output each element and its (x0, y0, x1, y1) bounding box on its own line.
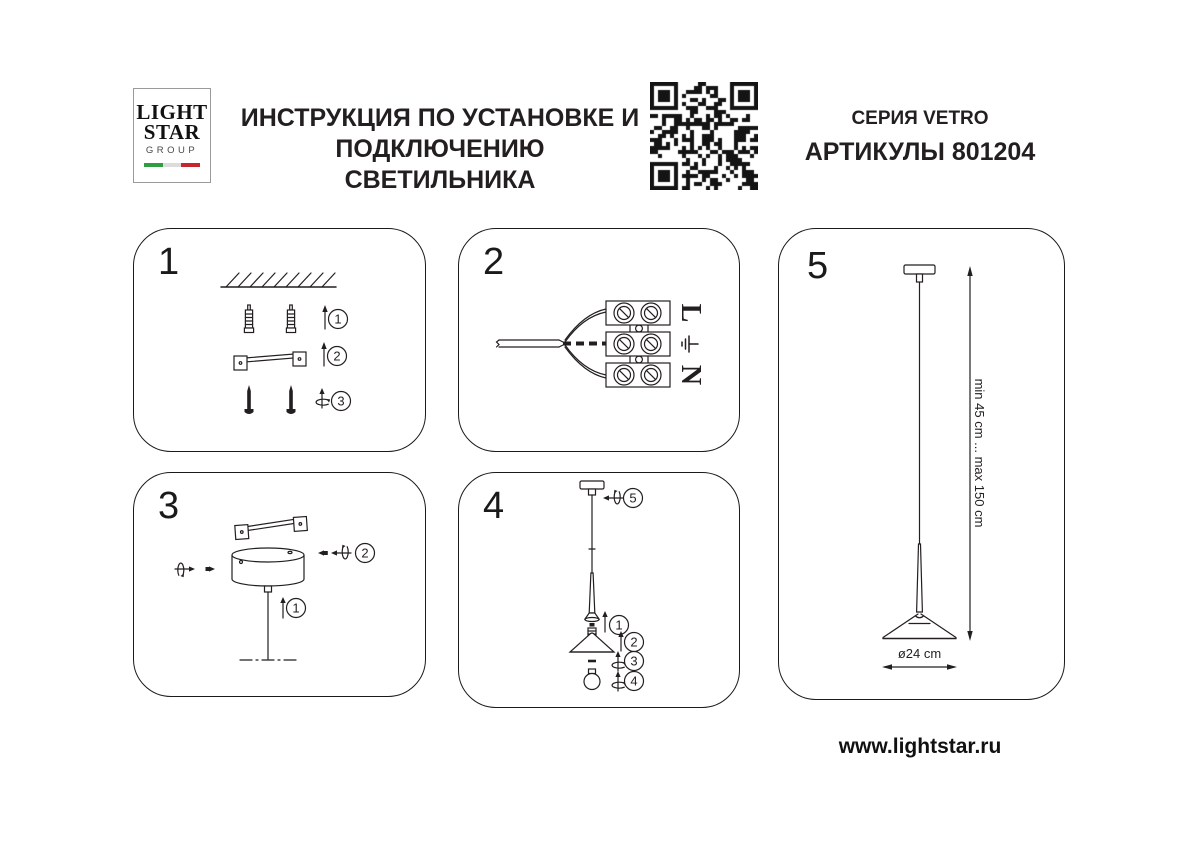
marker-number: 2 (361, 545, 369, 561)
up-arrow-icon (602, 611, 607, 632)
up-arrow-icon (280, 597, 285, 618)
lightstar-logo (133, 88, 211, 183)
marker-number: 5 (629, 490, 637, 506)
diameter-dimension-label: ø24 cm (897, 646, 942, 661)
power-cable-icon (497, 309, 607, 378)
light-bulb-icon (584, 669, 600, 690)
up-arrow-icon (321, 342, 326, 366)
rotation-arrow-icon (331, 545, 351, 559)
canopy-icon (580, 481, 604, 495)
step-number: 5 (807, 245, 829, 287)
screw-icon (245, 385, 254, 414)
canopy-icon (232, 548, 304, 592)
marker-number: 3 (337, 393, 345, 409)
marker-number: 4 (630, 673, 638, 689)
article-label: АРТИКУЛЫ 801204 (804, 138, 1036, 166)
step-marker-3 (332, 392, 351, 411)
screw-icon (318, 550, 328, 555)
step-number: 1 (158, 241, 180, 283)
qr-code (650, 82, 758, 190)
mounting-bracket-icon (235, 517, 308, 540)
step-marker-1 (329, 310, 348, 329)
marker-number: 3 (630, 653, 638, 669)
step1-drawing (134, 229, 424, 450)
screw-icon (206, 566, 216, 571)
step-number: 3 (158, 485, 180, 527)
step-marker-2 (356, 544, 375, 563)
height-dimension-label: min 45 cm ... max 150 cm (972, 378, 987, 528)
marker-number: 2 (333, 348, 341, 364)
step-panel-2 (458, 228, 740, 452)
label-neutral: N (675, 364, 706, 386)
step-number: 4 (483, 485, 505, 527)
marker-number: 1 (334, 311, 342, 327)
marker-number: 1 (292, 600, 300, 616)
italian-flag-icon (144, 163, 200, 167)
step-panel-5 (778, 228, 1065, 700)
step-marker-1 (287, 599, 306, 618)
up-arrow-icon (322, 305, 327, 329)
wall-anchor-icon (286, 305, 295, 333)
terminal-block-icon (606, 301, 670, 387)
step2-drawing (459, 229, 738, 450)
label-live: L (675, 303, 706, 323)
rotation-arrow-icon (603, 490, 623, 504)
logo-group: GROUP (145, 145, 199, 156)
rod-icon (589, 573, 595, 613)
diameter-dimension-line (882, 646, 957, 670)
logo-star: STAR (143, 120, 201, 144)
step-panel-4 (458, 472, 740, 708)
step3-drawing (134, 473, 424, 695)
step5-drawing (779, 229, 1063, 698)
wall-anchor-icon (244, 305, 253, 333)
step-panel-1 (133, 228, 426, 452)
step-marker-5 (624, 489, 643, 508)
pendant-lamp-icon (883, 265, 956, 639)
ceiling-hatch-icon (221, 273, 336, 287)
step-marker-3 (625, 652, 644, 671)
marker-number: 1 (615, 617, 623, 633)
step-marker-1 (610, 616, 629, 635)
step-marker-2 (625, 633, 644, 652)
title-line-1: ИНСТРУКЦИЯ ПО УСТАНОВКЕ И (240, 104, 640, 132)
logo-light: LIGHT (136, 100, 208, 124)
step-number: 2 (483, 241, 505, 283)
height-dimension-line (967, 266, 987, 641)
title-line-2: ПОДКЛЮЧЕНИЮ СВЕТИЛЬНИКА (335, 135, 545, 194)
rotation-arrow-icon (175, 563, 195, 577)
series-label: СЕРИЯ VETRO (851, 108, 989, 129)
step-marker-4 (625, 672, 644, 691)
cone-shade-icon (570, 633, 614, 652)
step4-drawing (459, 473, 738, 706)
step-marker-2 (328, 347, 347, 366)
website-url: www.lightstar.ru (838, 735, 1002, 758)
series-block (800, 108, 1040, 167)
screw-icon (287, 385, 296, 414)
page-title (240, 103, 640, 196)
mounting-bracket-icon (234, 352, 306, 370)
marker-number: 2 (630, 634, 638, 650)
ground-symbol-icon (682, 336, 698, 352)
step-panel-3 (133, 472, 426, 697)
rotation-arrow-icon (316, 388, 330, 408)
